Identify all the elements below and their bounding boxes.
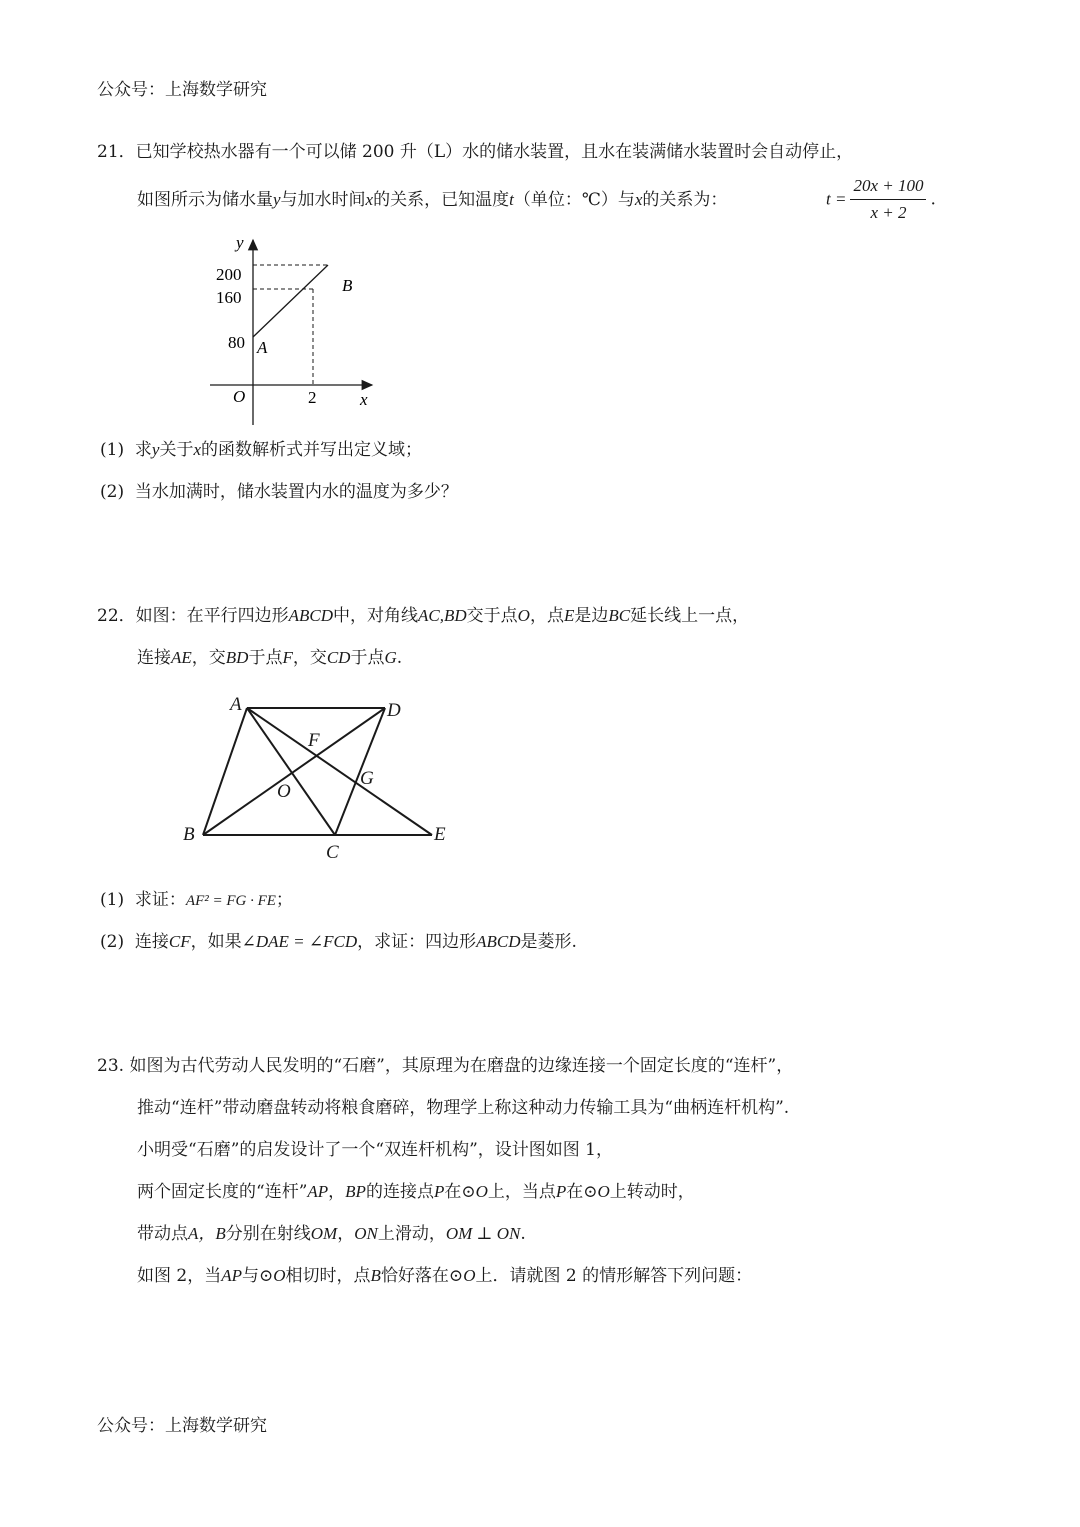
- y-axis-label: y: [236, 233, 244, 252]
- segment-ab: [203, 708, 247, 835]
- q21-text: （单位：℃）与: [513, 190, 635, 210]
- math-term: O: [517, 606, 530, 625]
- diagonal-ac: [247, 708, 335, 835]
- q21-text: 的函数解析式并写出定义域；: [201, 440, 422, 460]
- q23-text: 两个固定长度的“连杆”: [137, 1182, 308, 1202]
- math-term: BC: [608, 606, 631, 625]
- q22-text: 是菱形.: [520, 932, 577, 952]
- y-tick-label: 160: [216, 288, 242, 307]
- q23-line2: 推动“连杆”带动磨盘转动将粮食磨碎，物理学上称这种动力传输工具为“曲柄连杆机构”.: [137, 1098, 790, 1118]
- q23-number: 23.: [97, 1056, 125, 1076]
- q23-text: ，: [337, 1224, 355, 1244]
- x-axis-label: x: [360, 390, 368, 409]
- y-tick-label: 80: [228, 333, 245, 352]
- math-formula: AF² = FG · FE: [185, 893, 276, 909]
- math-term: AE: [171, 648, 192, 667]
- q22-text: .: [396, 648, 403, 668]
- q23-text: ，: [328, 1182, 346, 1202]
- math-term: E: [563, 606, 575, 625]
- y-tick-label: 200: [216, 265, 242, 284]
- q21-text: 的关系，已知温度: [373, 190, 510, 210]
- q23-text: .: [520, 1224, 526, 1244]
- q23-text: 分别在射线: [225, 1224, 311, 1244]
- q22-text: 于点: [248, 648, 283, 668]
- line-ab: [253, 265, 328, 337]
- q22-text: ，点: [529, 606, 564, 626]
- q21-graph: [200, 230, 400, 430]
- q21-text: 关于: [159, 440, 194, 460]
- origin-label: O: [233, 387, 246, 406]
- math-term: ABCD: [476, 932, 521, 951]
- q23-line4: [137, 1180, 695, 1204]
- math-term: P: [433, 1182, 445, 1201]
- diagonal-bd: [203, 708, 385, 835]
- sub-number: (1): [100, 440, 125, 460]
- q21-line2: [137, 188, 727, 212]
- var-x: x: [634, 190, 643, 209]
- q21-sub1: [100, 438, 422, 462]
- math-term: F: [282, 648, 293, 667]
- q21-sub2: [100, 480, 458, 504]
- math-term: O: [475, 1182, 488, 1201]
- q22-text: ；: [275, 890, 293, 910]
- q22-text: ，交: [191, 648, 226, 668]
- q22-text: 中，对角线: [333, 606, 419, 626]
- formula-numerator: 20x + 100: [850, 175, 926, 200]
- q21-text: 如图所示为储水量: [137, 190, 273, 210]
- formula-lhs: t =: [826, 189, 847, 209]
- point-o-label: O: [277, 781, 291, 802]
- point-f-label: F: [308, 730, 320, 751]
- q22-text: 交于点: [466, 606, 518, 626]
- q23-line3: 小明受“石磨”的启发设计了一个“双连杆机构”，设计图如图 1，: [137, 1140, 613, 1160]
- q21-text: 与加水时间: [280, 190, 366, 210]
- q23-text: 与⊙: [242, 1266, 274, 1286]
- q22-figure: [175, 688, 475, 868]
- var-x: x: [365, 190, 374, 209]
- q22-sub2: [100, 930, 577, 954]
- q22-text: 是边: [574, 606, 609, 626]
- q22-text: ，交: [292, 648, 327, 668]
- formula-denominator: x + 2: [870, 203, 907, 222]
- sub-number: (2): [100, 482, 125, 502]
- var-y: y: [151, 440, 160, 459]
- point-a-label: A: [257, 338, 268, 357]
- x-tick-label: 2: [308, 388, 317, 407]
- page-header: 公众号：上海数学研究: [97, 80, 267, 100]
- point-g-label: G: [360, 768, 374, 789]
- math-formula: OM ⊥ ON: [445, 1224, 521, 1243]
- q23-text: 的连接点: [365, 1182, 434, 1202]
- q22-text: 连接: [134, 932, 169, 952]
- math-term: BD: [225, 648, 249, 667]
- q22-text: 如图：在平行四边形: [135, 606, 289, 626]
- q23-text: 相切时，点: [285, 1266, 371, 1286]
- math-term: ABCD: [288, 606, 334, 625]
- math-term: B: [370, 1266, 381, 1285]
- q23-text: 在⊙: [566, 1182, 598, 1202]
- math-term: AP: [221, 1266, 243, 1285]
- q21-text-1: 已知学校热水器有一个可以储 200 升（L）水的储水装置，且水在装满储水装置时会自动停止，: [135, 142, 854, 162]
- q22-text: ，如果: [190, 932, 242, 952]
- math-term: A，B: [188, 1224, 226, 1243]
- q22-text: ，求证：四边形: [357, 932, 477, 952]
- math-term: BP: [345, 1182, 366, 1201]
- q23-text: 如图 2，当: [137, 1266, 222, 1286]
- q22-line1: [97, 604, 749, 628]
- segment-ae: [247, 708, 432, 835]
- math-term: ON: [354, 1224, 378, 1243]
- math-term: AP: [307, 1182, 329, 1201]
- point-e-label: E: [434, 824, 446, 845]
- point-b-label: B: [342, 276, 353, 295]
- q22-text: 延长线上一点，: [630, 606, 750, 626]
- sub-number: (2): [100, 932, 125, 952]
- q23-line5: [137, 1222, 526, 1246]
- q21-number: 21．: [97, 142, 136, 162]
- q22-number: 22．: [97, 606, 136, 626]
- q21-formula: [826, 175, 936, 224]
- q23-text: 上转动时，: [609, 1182, 695, 1202]
- point-d-label: D: [387, 700, 401, 721]
- q22-sub1: [100, 888, 293, 913]
- q23-line1: [97, 1054, 793, 1078]
- math-term: AC,BD: [418, 606, 467, 625]
- q23-text: 如图为古代劳动人民发明的“石磨”，其原理为在磨盘的边缘连接一个固定长度的“连杆”，: [129, 1056, 794, 1076]
- q23-text: 上．请就图 2 的情形解答下列问题：: [475, 1266, 753, 1286]
- q23-line6: [137, 1264, 752, 1288]
- math-term: O: [273, 1266, 286, 1285]
- q23-text: 带动点: [137, 1224, 188, 1244]
- q22-text: 于点: [350, 648, 385, 668]
- q23-text: 恰好落在⊙: [380, 1266, 464, 1286]
- point-b-label: B: [183, 824, 195, 845]
- var-t: t: [509, 190, 514, 209]
- q23-text: 在⊙: [444, 1182, 476, 1202]
- q21-line1: [97, 140, 853, 164]
- math-term: O: [463, 1266, 476, 1285]
- q21-text: 求: [134, 440, 152, 460]
- var-y: y: [273, 190, 281, 209]
- math-term: G: [384, 648, 397, 667]
- q23-text: 上滑动，: [377, 1224, 446, 1244]
- page-footer: 公众号：上海数学研究: [97, 1416, 267, 1436]
- math-term: OM: [310, 1224, 338, 1243]
- math-term: P: [555, 1182, 567, 1201]
- math-term: CD: [326, 648, 351, 667]
- q21-text: 的关系为：: [642, 190, 728, 210]
- point-c-label: C: [326, 842, 339, 863]
- q23-text: 上，当点: [487, 1182, 556, 1202]
- formula-end: .: [930, 189, 936, 210]
- sub-number: (1): [100, 890, 125, 910]
- q22-text: 连接: [137, 648, 171, 668]
- formula-fraction: [850, 175, 926, 224]
- var-x: x: [193, 440, 201, 459]
- math-term: CF: [168, 932, 191, 951]
- q21-text: 当水加满时，储水装置内水的温度为多少？: [134, 482, 458, 502]
- q22-line2: [137, 646, 402, 670]
- math-term: O: [597, 1182, 610, 1201]
- q22-text: 求证：: [134, 890, 186, 910]
- point-a-label: A: [230, 694, 242, 715]
- math-formula: ∠DAE = ∠FCD: [241, 932, 358, 951]
